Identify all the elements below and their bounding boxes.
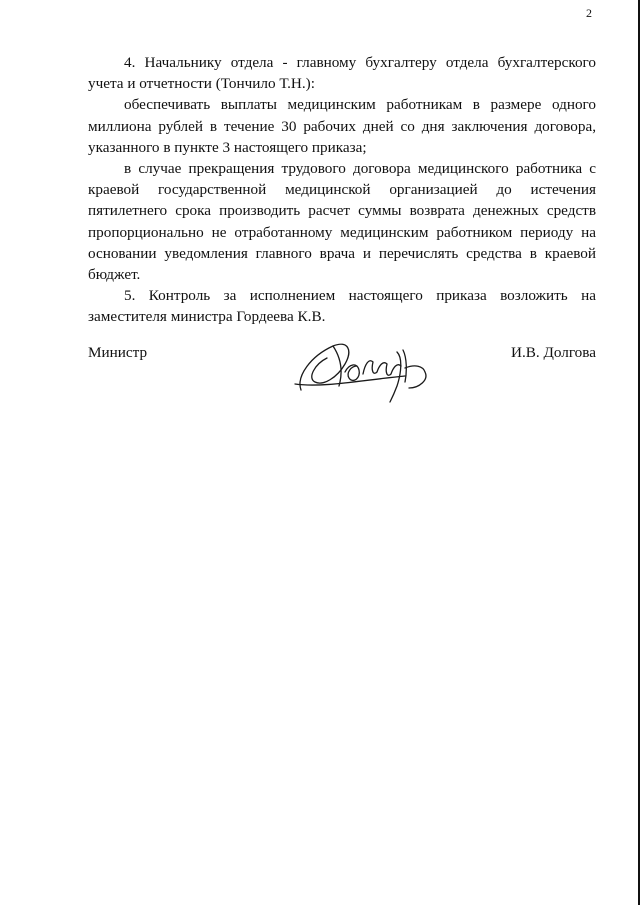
paragraph-payment: обеспечивать выплаты медицинским работникам в размере одного миллиона рублей в течение 30 рабочих дней со дня заключения договора, указанного в пункте 3 настоящего приказа; xyxy=(88,96,596,156)
signatory-name: И.В. Долгова xyxy=(511,344,596,361)
document-body xyxy=(88,52,596,328)
signature-block xyxy=(88,340,596,410)
handwritten-signature-icon xyxy=(293,328,458,403)
paragraph-termination: в случае прекращения трудового договора медицинского работника с краевой государственной медицинской организацией до истечения пятилетнего срока производить расчет суммы возврата денежных средств пропорционально не отработанному медицинским работником периоду на основании уведомления главного врача и перечислять средства в краевой бюджет. xyxy=(88,160,596,284)
signatory-title: Министр xyxy=(88,344,148,361)
page-number: 2 xyxy=(586,6,592,20)
paragraph-item-5: 5. Контроль за исполнением настоящего приказа возложить на заместителя министра Гордеева К.В. xyxy=(88,287,596,326)
paragraph-item-4: 4. Начальнику отдела - главному бухгалтеру отдела бухгалтерского учета и отчетности (Тончило Т.Н.): xyxy=(88,54,596,93)
